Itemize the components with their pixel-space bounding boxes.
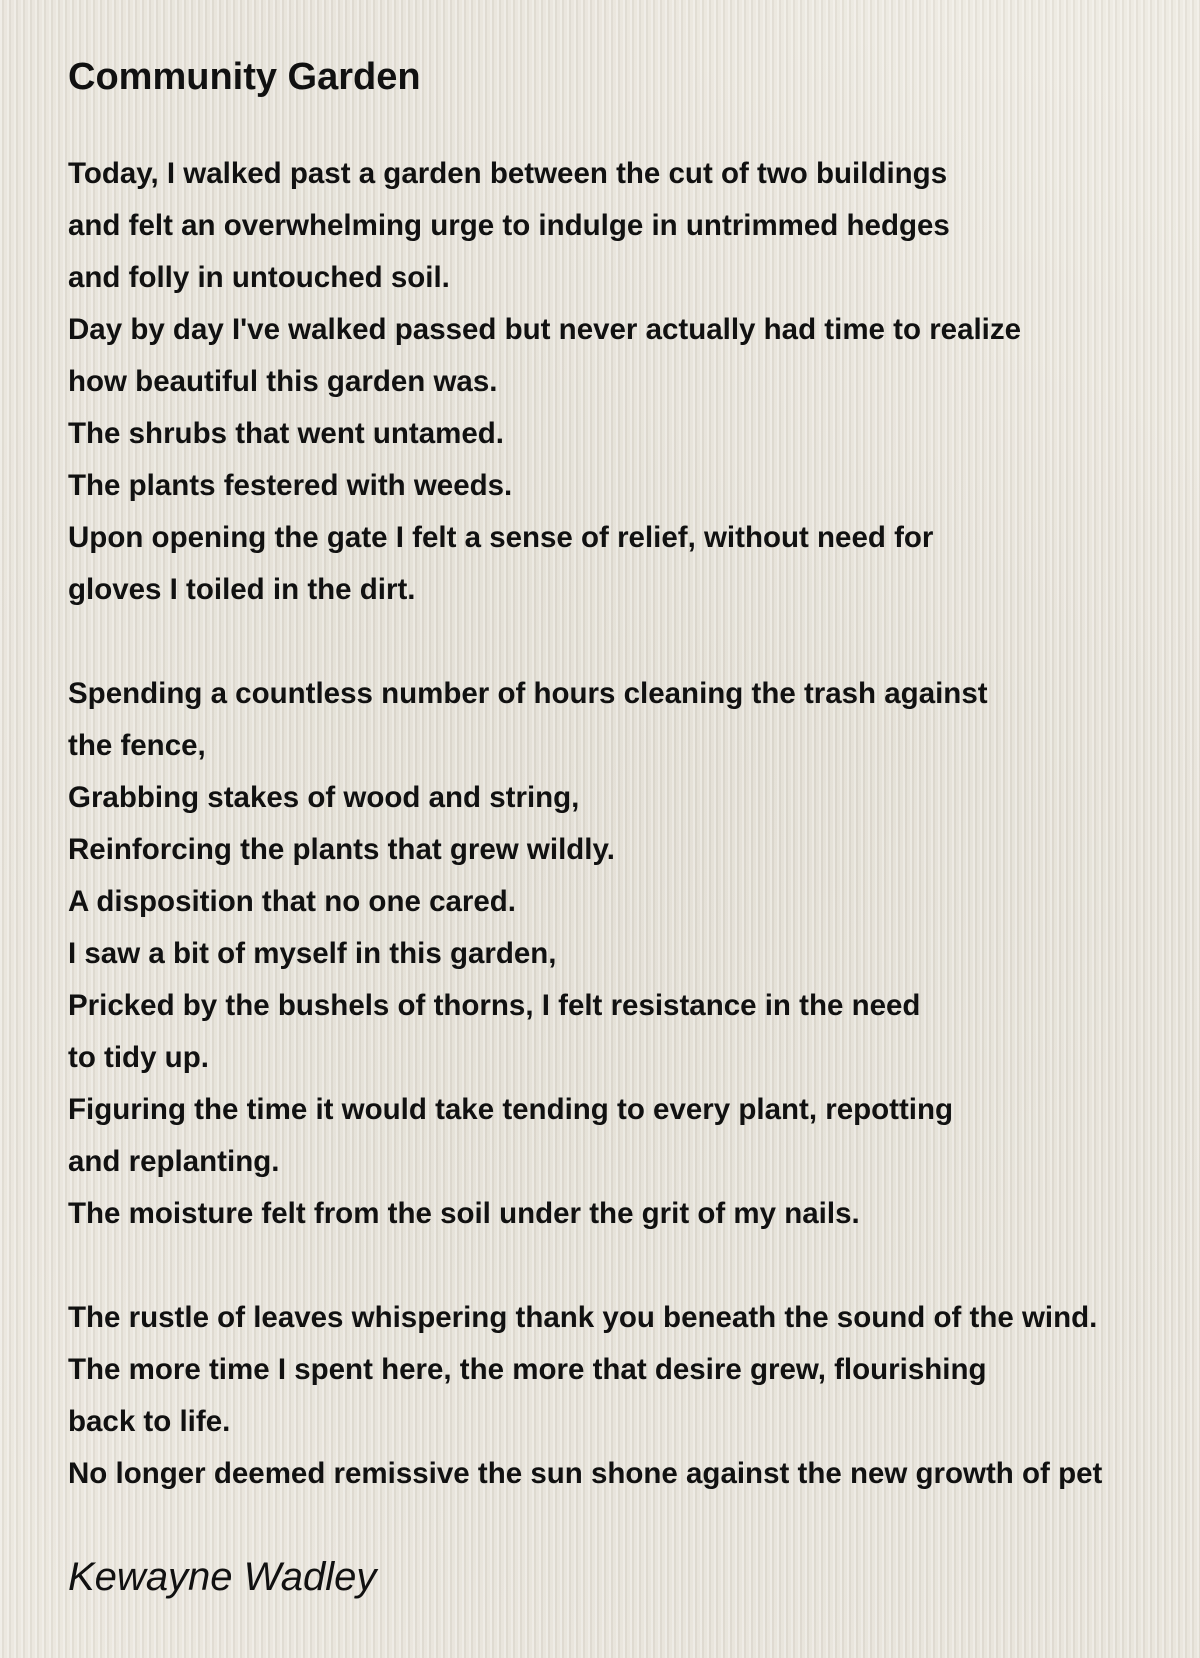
poem-line: The rustle of leaves whispering thank you beneath the sound of the wind. [68,1301,1098,1334]
stanza-3 [68,1292,1200,1500]
poem-title: Community Garden [68,56,421,98]
poem-body [68,148,1200,1500]
poem-line: No longer deemed remissive the sun shone against the new growth of pet [68,1457,1103,1490]
poem-line: to tidy up. [68,1041,209,1074]
stanza-2 [68,668,1200,1240]
poem-line: and folly in untouched soil. [68,261,450,294]
poem-line: gloves I toiled in the dirt. [68,573,416,606]
poem-page [68,52,1200,1602]
stanza-1 [68,148,1200,616]
poem-line: Today, I walked past a garden between the cut of two buildings [68,157,948,190]
poem-line: and felt an overwhelming urge to indulge in untrimmed hedges [68,209,950,242]
poem-line: The more time I spent here, the more that desire grew, flourishing [68,1353,987,1386]
poem-line: how beautiful this garden was. [68,365,498,398]
poem-line: the fence, [68,729,206,762]
poem-line: The shrubs that went untamed. [68,417,504,450]
poem-author: Kewayne Wadley [68,1555,377,1599]
poem-line: I saw a bit of myself in this garden, [68,937,557,970]
poem-line: A disposition that no one cared. [68,885,516,918]
poem-line: The moisture felt from the soil under the grit of my nails. [68,1197,860,1230]
poem-line: Pricked by the bushels of thorns, I felt resistance in the need [68,989,921,1022]
poem-line: back to life. [68,1405,231,1438]
poem-line: Reinforcing the plants that grew wildly. [68,833,615,866]
poem-line: Figuring the time it would take tending to every plant, repotting [68,1093,954,1126]
poem-line: Spending a countless number of hours cleaning the trash against [68,677,988,710]
poem-line: Grabbing stakes of wood and string, [68,781,580,814]
poem-line: Day by day I've walked passed but never actually had time to realize [68,313,1022,346]
poem-line: The plants festered with weeds. [68,469,513,502]
poem-line: Upon opening the gate I felt a sense of relief, without need for [68,521,934,554]
poem-line: and replanting. [68,1145,280,1178]
